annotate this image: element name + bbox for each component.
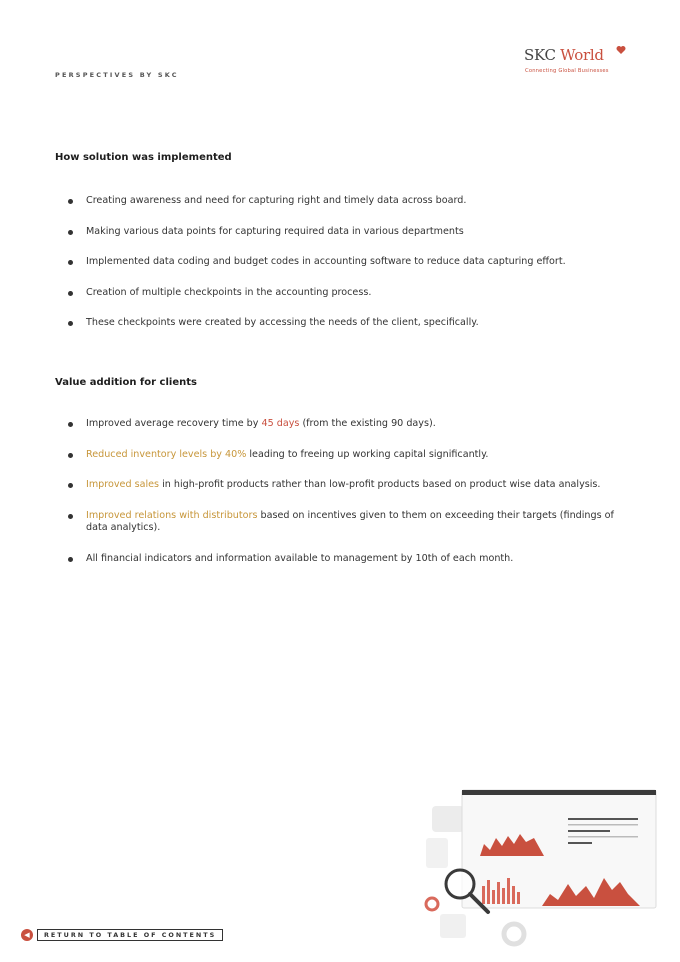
section-title-implementation: How solution was implemented <box>55 152 232 163</box>
bar <box>497 882 500 904</box>
list-item <box>55 553 615 566</box>
list-item <box>55 418 615 431</box>
list-item: Making various data points for capturing required data in various departments <box>55 226 615 239</box>
list-item: Implemented data coding and budget codes in accounting software to reduce data capturing effort. <box>55 256 615 269</box>
stat-line <box>568 830 610 832</box>
item-text: All financial indicators and information available to management by 10th of each month. <box>86 552 514 564</box>
bar <box>487 880 490 904</box>
gear-icon <box>426 898 438 910</box>
bar <box>517 892 520 904</box>
stat-line <box>568 824 638 826</box>
bar <box>507 878 510 904</box>
return-to-toc-link[interactable] <box>21 928 223 942</box>
heart-icon <box>616 45 626 55</box>
logo-world: World <box>560 46 604 64</box>
implementation-list <box>55 195 615 330</box>
bar <box>482 886 485 904</box>
list-item <box>55 510 615 535</box>
list-item: Creation of multiple checkpoints in the accounting process. <box>55 287 615 300</box>
item-highlight: Reduced inventory levels by 40% <box>86 448 247 460</box>
item-highlight: 45 days <box>261 418 300 429</box>
item-text: Improved average recovery time by <box>86 418 262 429</box>
skc-logo <box>524 46 634 82</box>
analytics-illustration <box>422 786 662 950</box>
bar <box>512 886 515 904</box>
list-item: These checkpoints were created by accessing the needs of the client, specifically. <box>55 317 615 330</box>
bg-shape <box>432 806 464 832</box>
return-to-toc-label: RETURN TO TABLE OF CONTENTS <box>37 929 223 941</box>
arrow-left-icon: ◀ <box>21 929 33 941</box>
list-item <box>55 479 615 492</box>
logo-wordmark <box>524 46 604 64</box>
bg-shape <box>440 914 466 938</box>
bg-shape <box>426 838 448 868</box>
logo-tagline: Connecting Global Businesses <box>525 68 609 74</box>
value-addition-list <box>55 418 615 565</box>
item-text: based on incentives given to them on exceeding their targets (findings of data analytics). <box>86 509 614 533</box>
bar <box>492 890 495 904</box>
stat-line <box>568 818 638 820</box>
item-highlight: Improved sales <box>86 479 160 490</box>
logo-skc: SKC <box>524 46 556 64</box>
item-highlight: Improved relations with distributors <box>86 509 258 521</box>
bar <box>502 888 505 904</box>
section-title-value-addition: Value addition for clients <box>55 377 197 388</box>
gear-icon <box>504 924 524 944</box>
list-item <box>55 449 615 462</box>
list-item: Creating awareness and need for capturing right and timely data across board. <box>55 195 615 208</box>
header-label: PERSPECTIVES BY SKC <box>55 71 179 79</box>
item-text: in high-profit products rather than low-profit products based on product wise data analysis. <box>159 479 601 490</box>
item-text: leading to freeing up working capital significantly. <box>246 448 489 460</box>
item-text: (from the existing 90 days). <box>299 418 436 429</box>
stat-line <box>568 836 638 838</box>
dashboard-titlebar <box>462 790 656 795</box>
stat-line <box>568 842 592 844</box>
